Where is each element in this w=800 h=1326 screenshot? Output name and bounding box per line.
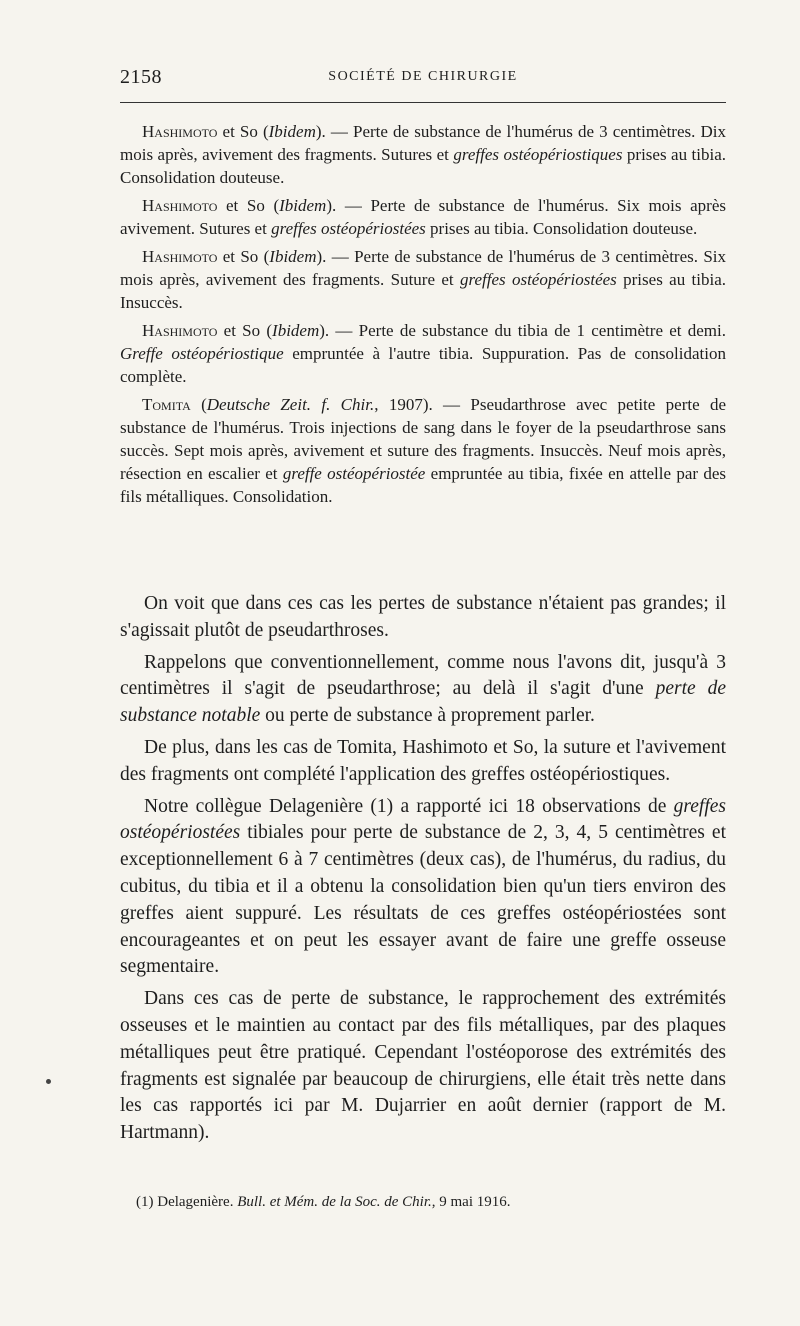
footnote-source: Bull. et Mém. de la Soc. de Chir. [237,1194,432,1210]
reference-author: Hashimoto [142,196,218,215]
reference-item: Hashimoto et So (Ibidem). — Perte de substance du tibia de 1 centimètre et demi. Greffe ostéopériostique empruntée à l'autre tibia. Suppuration. Pas de consolidation complète. [120,321,726,386]
reference-item: Hashimoto et So (Ibidem). — Perte de substance de l'humérus de 3 centimètres. Six mois après, avivement des fragments. Suture et greffes ostéopériostées prises au tibia. Insuccès. [120,247,727,312]
reference-author: Hashimoto [142,321,218,340]
case-references [120,120,726,513]
reference-author: Hashimoto [142,122,218,141]
reference-author: Hashimoto [142,247,218,266]
footnote: (1) Delagenière. Bull. et Mém. de la Soc. de Chir., 9 mai 1916. [136,1194,511,1210]
reference-author: Tomita [142,395,191,414]
header-rule [120,102,726,103]
page-header [120,66,726,92]
reference-source: Ibidem [272,321,320,340]
reference-source: Ibidem [279,196,327,215]
paragraph: Notre collègue Delagenière (1) a rapporté ici 18 observations de greffes ostéopériostées tibiales pour perte de substance de 2, 3, 4, 5 centimètres et exceptionnellement 6 à 7 centimètres (deux cas), de l'humérus, du radius, du cubitus, du tibia et il a obtenu la consolidation bien qu'un tiers environ des greffes aient suppuré. Les résultats de ces greffes ostéopériostées sont encourageantes et on peut les essayer avant de faire une greffe osseuse segmentaire. [120,795,726,978]
reference-item: Tomita (Deutsche Zeit. f. Chir., 1907). — Pseudarthrose avec petite perte de substance de l'humérus. Trois injections de sang dans le foyer de la pseudarthrose sans succès. Sept mois après, avivement et suture des fragments. Insuccès. Neuf mois après, résection en escalier et greffe ostéopériostée empruntée au tibia, fixée en attelle par des fils métalliques. Consolidation. [120,395,727,506]
page-number: 2158 [120,66,162,88]
margin-dot [46,1079,51,1084]
paragraph: On voit que dans ces cas les pertes de substance n'étaient pas grandes; il s'agissait plutôt de pseudarthroses. [120,593,726,641]
reference-source: Deutsche Zeit. f. Chir. [206,395,375,414]
paragraph: Rappelons que conventionnellement, comme nous l'avons dit, jusqu'à 3 centimètres il s'agit de pseudarthrose; au delà il s'agit d'une perte de substance notable ou perte de substance à proprement parler. [120,651,726,727]
paragraph: De plus, dans les cas de Tomita, Hashimoto et So, la suture et l'avivement des fragments ont complété l'application des greffes ostéopériostiques. [120,736,726,785]
reference-source: Ibidem [268,122,316,141]
reference-item: Hashimoto et So (Ibidem). — Perte de substance de l'humérus de 3 centimètres. Dix mois après, avivement des fragments. Sutures et greffes ostéopériostiques prises au tibia. Consolidation douteuse. [120,122,727,187]
paragraph: Dans ces cas de perte de substance, le rapprochement des extrémités osseuses et le maintien au contact par des fils métalliques, par des plaques métalliques peut être pratiqué. Cependant l'ostéoporose des extrémités des fragments est signalée par beaucoup de chirurgiens, elle était très nette dans les cas rapportés ici par M. Dujarrier en août dernier (rapport de M. Hartmann). [120,988,726,1144]
body-text [120,591,726,1152]
reference-source: Ibidem [269,247,317,266]
reference-item: Hashimoto et So (Ibidem). — Perte de substance de l'humérus. Six mois après avivement. Sutures et greffes ostéopériostées prises au tibia. Consolidation douteuse. [120,196,726,238]
running-title: SOCIÉTÉ DE CHIRURGIE [328,69,518,84]
